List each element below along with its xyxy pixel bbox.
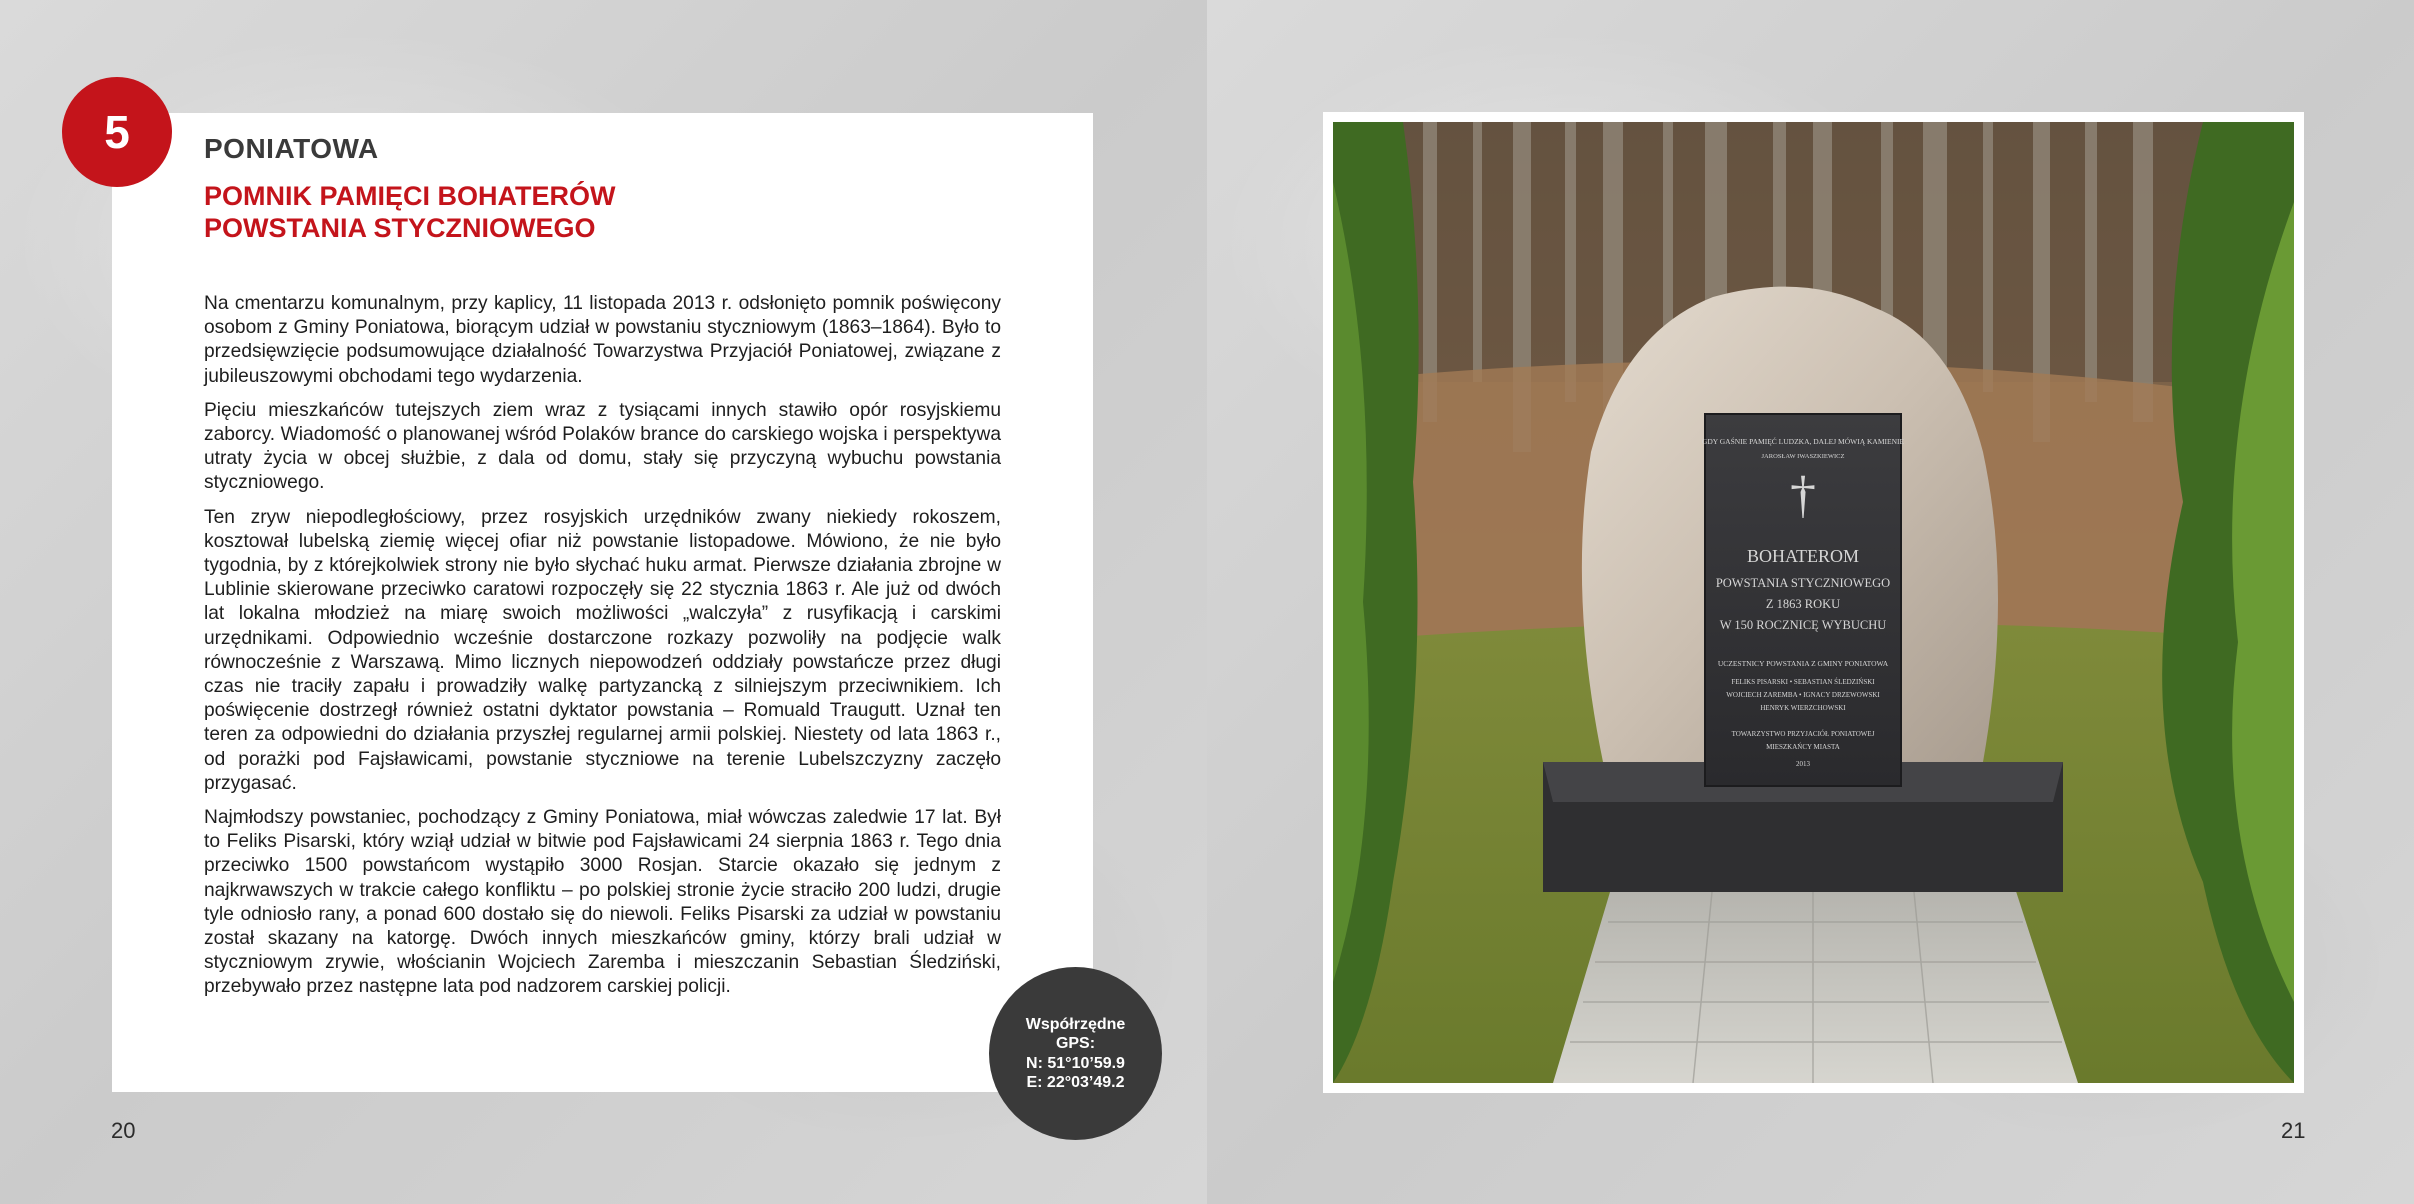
plaque-line: W 150 ROCZNICĘ WYBUCHU: [1719, 618, 1887, 632]
paragraph: Na cmentarzu komunalnym, przy kaplicy, 11 listopada 2013 r. odsłonięto pomnik poświęcony osobom z Gminy Poniatowa, biorącym udział w powstaniu styczniowym (1863–1864). Było to przedsięwzięcie podsumowujące działalność Towarzystwa Przyjaciół Poniatowej, związane z jubileuszowymi obchodami tego wydarzenia.: [204, 293, 1001, 387]
paragraph: Najmłodszy powstaniec, pochodzący z Gminy Poniatowa, miał wówczas zaledwie 17 lat. Był to Feliks Pisarski, który wziął udział w bitwie pod Fajsławicami 24 sierpnia 1863 r. Tego dnia przeciwko 1500 powstańcom wystąpiło 3000 Rosjan. Starcie okazało się jednym z najkrwawszych w trakcie całego konfliktu – po polskiej stronie życie straciło 200 ludzi, drugie tyle odniosło rany, a ponad 600 dostało się do niewoli. Feliks Pisarski za udział w powstaniu został skazany na katorgę. Dwóch innych mieszkańców gminy, którzy brali udział w styczniowym zrywie, włościanin Wojciech Zaremba i mieszczanin Sebastian Śledziński, przebywało przez następne lata pod nadzorem carskiej policji.: [204, 807, 1001, 998]
location-heading: PONIATOWA: [204, 133, 379, 164]
paragraph: Ten zryw niepodległościowy, przez rosyjskich urzędników zwany niekiedy rokoszem, kosztował lubelską ziemię więcej ofiar niż powstanie listopadowe. Mówiono, że nie było tygodnia, by z którejkolwiek strony nie było słychać huku armat. Pierwsze działania zbrojne w Lublinie skierowane przeciwko caratowi rozpoczęły się 22 stycznia 1863 r. Ale już od dwóch lat lokalna młodzież na miarę swoich możliwości „walczyła” z rusyfikacją i carskimi urzędnikami. Odpowiednio wcześnie dostarczone rozkazy pozwoliły na podjęcie walk równocześnie z Warszawą. Mimo licznych niepowodzeń oddziały powstańcze przez długi czas nie traciły zapału i prowadziły walkę partyzancką z silniejszym przeciwnikiem. Ich poświęcenie dostrzegł również ostatni dyktator powstania – Romuald Traugutt. Uznał ten teren za odpowiedni do działania przyszłej regularnej armii polskiej. Niestety od lata 1863 r., od porażki pod Fajsławicami, powstanie styczniowe na terenie Lubelszczyzny zaczęło przygasać.: [204, 506, 1001, 794]
gps-badge: [989, 967, 1162, 1140]
monument-photo-illustration: [1333, 122, 2294, 1083]
plaque-epigraph: GDY GAŚNIE PAMIĘĆ LUDZKA, DALEJ MÓWIĄ KAMIENIE: [1701, 437, 1905, 446]
title-line-2: POWSTANIA STYCZNIOWEGO: [204, 213, 596, 243]
gps-north: N: 51°10’59.9: [1026, 1054, 1125, 1072]
title-line-1: POMNIK PAMIĘCI BOHATERÓW: [204, 181, 616, 211]
plaque-epigraph-author: JAROSŁAW IWASZKIEWICZ: [1761, 453, 1845, 460]
cross-icon: †: [1790, 467, 1816, 524]
monument-photo: [1333, 122, 2294, 1083]
page-title: [204, 180, 904, 244]
article-body: [204, 292, 1001, 1010]
plaque-names-header: UCZESTNICY POWSTANIA Z GMINY PONIATOWA: [1717, 659, 1889, 668]
gps-label-1: Współrzędne: [1025, 1015, 1126, 1033]
chapter-number-badge: 5: [62, 77, 172, 187]
gps-label-2: GPS:: [1055, 1035, 1096, 1052]
plaque-year: 2013: [1796, 760, 1810, 768]
plaque-names: WOJCIECH ZAREMBA • IGNACY DRZEWOWSKI: [1726, 691, 1880, 699]
plaque-line: POWSTANIA STYCZNIOWEGO: [1715, 576, 1891, 590]
plaque-founder: MIESZKAŃCY MIASTA: [1766, 743, 1840, 751]
paragraph: Pięciu mieszkańców tutejszych ziem wraz z tysiącami innych stawiło opór rosyjskiemu zaborcy. Wiadomość o planowanej wśród Polaków brance do carskiego wojska i perspektywa utraty życia w obcej służbie, z dala od domu, stały się przyczyną wybuchu powstania styczniowego.: [204, 399, 1001, 494]
plaque-line: Z 1863 ROKU: [1765, 597, 1841, 611]
page-number-left: 20: [111, 1118, 136, 1143]
plaque-heading: BOHATEROM: [1746, 546, 1860, 566]
gps-east: E: 22°03’49.2: [1026, 1074, 1125, 1091]
photo-frame: [1323, 112, 2304, 1093]
plaque-founder: TOWARZYSTWO PRZYJACIÓŁ PONIATOWEJ: [1731, 730, 1875, 738]
plaque-names: FELIKS PISARSKI • SEBASTIAN ŚLEDZIŃSKI: [1731, 678, 1875, 686]
page-number-right: 21: [2281, 1118, 2306, 1143]
plaque-names: HENRYK WIERZCHOWSKI: [1760, 704, 1846, 712]
